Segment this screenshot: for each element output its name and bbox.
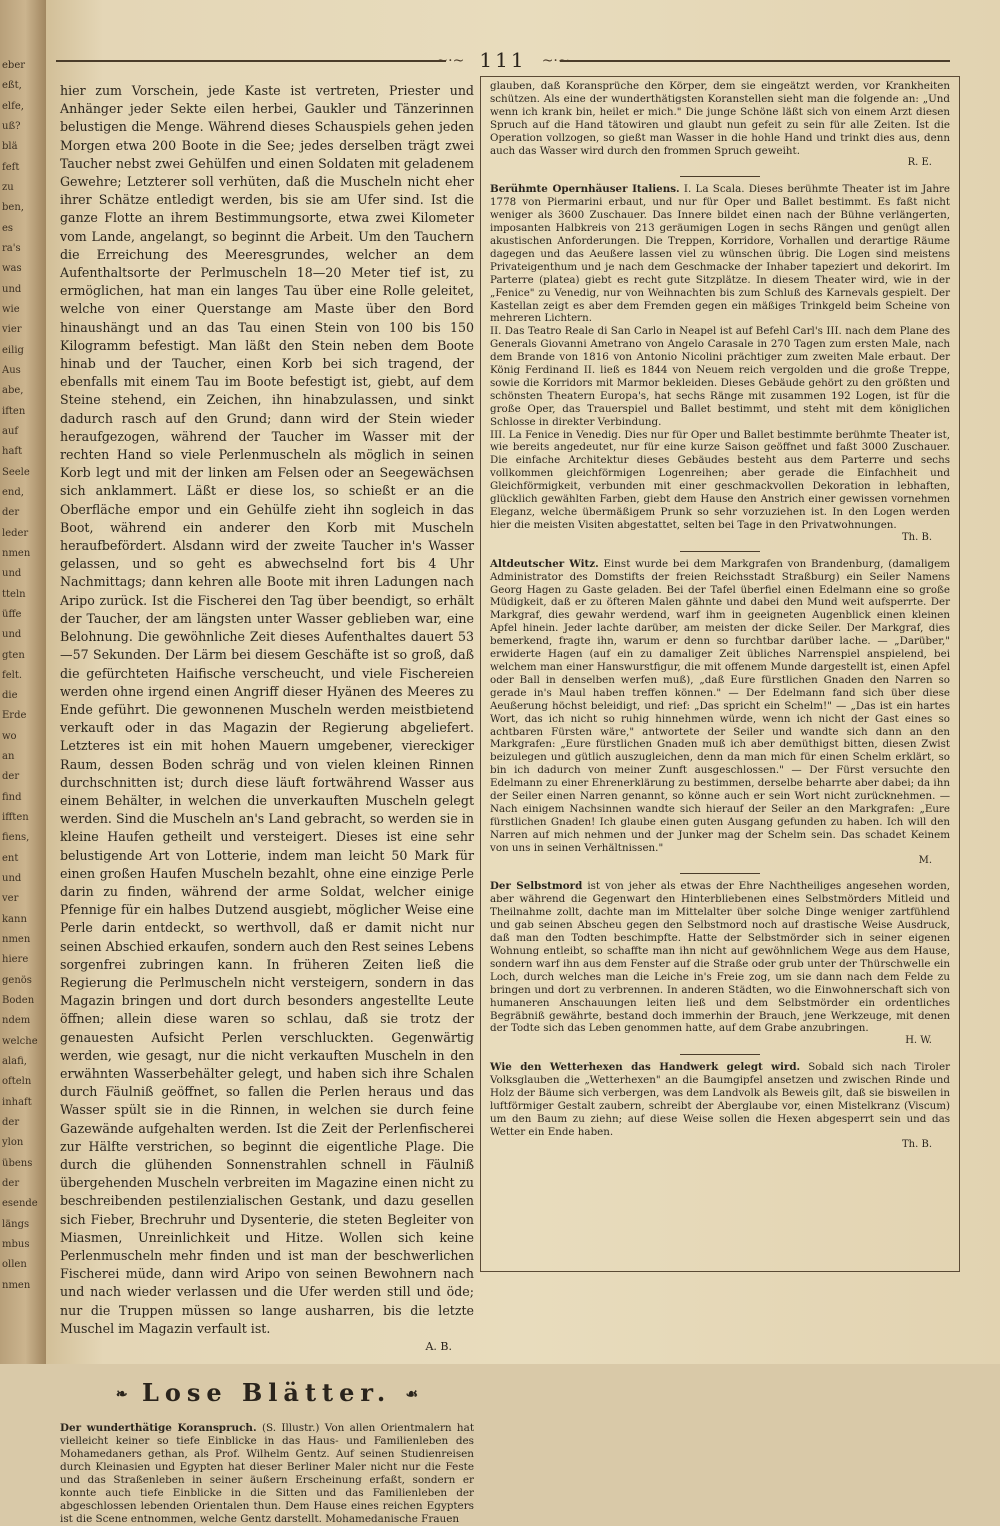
- adjacent-page-fragment: kann: [2, 913, 27, 925]
- witz-article: [490, 558, 950, 855]
- adjacent-page-fragment: blä: [2, 141, 18, 153]
- section-heading-text: Lose Blätter.: [141, 1378, 392, 1408]
- opera-article: [490, 183, 950, 325]
- adjacent-page-fragment: genös: [2, 974, 32, 986]
- article-body: ist von jeher als etwas der Ehre Nachtheiliges angesehen worden, aber während die Gegenwart den Hinterbliebenen eines Selbstmörders Mitleid und Theilnahme zollt, dachte man im Mittelalter über solche Dinge weniger zartfühlend und gab seinen Abscheu gegen den Selbstmord noch auf drastische Weise Ausdruck, daß man den Todten beschimpfte. Hatte der Selbstmörder sich in seiner eigenen Wohnung entleibt, so schaffte man ihn nicht auf gewöhnlichem Wege aus dem Hause, sondern warf ihn aus dem Fenster auf die Straße oder grub unter der Thürschwelle ein Loch, durch welches man die Leiche in's Freie zog, um sie dann nach dem Felde zu bringen und dort zu verbrennen. In anderen Städten, wo die Einwohnerschaft sich von humaneren Anschauungen leiten ließ und dem Selbstmörder ein ordentliches Begräbniß gewährte, bestand doch immerhin der Brauch, jene Werkzeuge, mit denen der Todte sich das Leben genommen hatte, auf dem Grabe anzubringen.: [490, 880, 950, 1035]
- opera-article-part: III. La Fenice in Venedig. Dies nur für Oper und Ballet bestimmte berühmte Theater ist, wie bereits angedeutet, nur für eine kurze Saison geöffnet und faßt 3000 Zuschauer. Die einfache Architektur dieses Gebäudes besteht aus dem Parterre und sechs vollkommen gleichförmigen Logenreihen; aber gerade die Einfachheit und Gleichförmigkeit, verbunden mit einer geschmackvollen Dekoration in lebhaften, glücklich gewählten Farben, giebt dem Hause den Anstrich einer gewissen vornehmen Eleganz, welche übermäßigem Prunk so sehr vorzuziehen ist. In den Logen werden hier die meisten Visiten abgestattet, selten bei Tage in den Privatwohnungen.: [490, 428, 950, 531]
- adjacent-page-fragment: vier: [2, 324, 22, 336]
- adjacent-page-fragment: ollen: [2, 1259, 27, 1271]
- adjacent-page-fragment: find: [2, 791, 22, 803]
- adjacent-page-fragment: ylon: [2, 1137, 24, 1149]
- koran-article-continued: glauben, daß Koransprüche den Körper, dem sie eingeätzt werden, vor Krankheiten schützen. Als eine der wunderthätigsten Koranstellen sieht man die folgende an: „Und wenn ich krank bin, heilet er mich." Die junge Schöne läßt sich von einem Arzt diesen Spruch auf die Hand tätowiren und glaubt nun gefeit zu sein für alle Zeiten. Ist die Operation vollzogen, so gießt man Wasser in die hohle Hand und trinkt dies aus, denn auch das Wasser wird durch den frommen Spruch geweiht.: [490, 80, 950, 157]
- adjacent-page-fragment: und: [2, 873, 22, 885]
- adjacent-page-fragment: ent: [2, 852, 19, 864]
- author-signature: Th. B.: [902, 1138, 932, 1150]
- adjacent-page-fragment: eber: [2, 60, 26, 71]
- author-signature: H. W.: [905, 1035, 932, 1047]
- koran-article: [60, 1422, 474, 1526]
- article-title: Berühmte Opernhäuser Italiens.: [490, 183, 680, 196]
- adjacent-page-fragment: und: [2, 568, 22, 580]
- adjacent-page-fragment: mbus: [2, 1239, 30, 1251]
- adjacent-page-fragment: wo: [2, 730, 17, 742]
- adjacent-page-fragment: und: [2, 629, 22, 641]
- ornament-icon: ~·~: [436, 53, 465, 69]
- adjacent-page-fragment: der: [2, 1117, 20, 1129]
- article-divider: [680, 176, 760, 177]
- adjacent-page-fragment: übens: [2, 1157, 33, 1169]
- adjacent-page-fragment: ra's: [2, 242, 21, 254]
- newspaper-page: [46, 0, 1000, 1525]
- adjacent-page-fragment: Aus: [2, 364, 21, 376]
- adjacent-page-fragment: wie: [2, 303, 20, 315]
- adjacent-page-fragment: nmen: [2, 934, 31, 946]
- adjacent-page-margin: [0, 0, 46, 1364]
- adjacent-page-fragment: nmen: [2, 1279, 31, 1291]
- header-rule-left: [56, 60, 446, 62]
- author-signature: Th. B.: [902, 531, 932, 543]
- adjacent-page-fragment: Seele: [2, 466, 30, 478]
- adjacent-page-fragment: auf: [2, 425, 19, 437]
- adjacent-page-fragment: uß?: [2, 120, 21, 132]
- adjacent-page-fragment: ben,: [2, 202, 24, 214]
- heading-ornament-icon: ☙: [405, 1386, 419, 1403]
- adjacent-page-fragment: der: [2, 1178, 20, 1190]
- adjacent-page-fragment: felt.: [2, 669, 23, 681]
- opera-article-part: II. Das Teatro Reale di San Carlo in Neapel ist auf Befehl Carl's III. nach dem Plane des Generals Giovanni Ametrano von Angelo Carasale in 270 Tagen zum ersten Male, nach dem Brande von 1816 von Antonio Nicolini prächtiger zum zweiten Male erbaut. Der König Ferdinand II. ließ es 1844 von Neuem reich vergolden und die große Treppe, sowie die Korridors mit Marmor bekleiden. Dieses Gebäude gehört zu den größten und schönsten Theatern Europa's, hat sechs Ränge mit zusammen 192 Logen, ist für die große Oper, das Trauerspiel und Ballet bestimmt, und steht mit dem königlichen Schlosse in direkter Verbindung.: [490, 325, 950, 428]
- ornament-icon: ~·~: [541, 53, 570, 69]
- article-body: I. La Scala. Dieses berühmte Theater ist im Jahre 1778 von Piermarini erbaut, und nur für Oper und Ballet bestimmt. Es faßt nicht weniger als 3600 Zuschauer. Das Innere bildet einen nach der Bühne verlängerten, imposanten Halbkreis von 213 geräumigen Logen in sechs Rängen und genügt allen akustischen Anforderungen. Die Treppen, Korridore, Vorhallen und derartige Räume dagegen und das Aeußere lassen viel zu wünschen übrig. Die Logen sind meistens Privateigenthum und je nach dem Geschmacke der Inhaber tapeziert und dekorirt. Im Parterre (platea) giebt es recht gute Sitzplätze. In diesem Theater wird, wie in der „Fenice" zu Venedig, nur von Weihnachten bis zum Schluß des Karnevals gespielt. Der Kastellan zeigt es aber dem Fremden gegen ein mäßiges Trinkgeld beim Scheine von mehreren Lichtern.: [490, 183, 950, 325]
- adjacent-page-fragment: der: [2, 507, 20, 519]
- adjacent-page-fragment: end,: [2, 486, 24, 498]
- section-heading: [60, 1378, 474, 1410]
- article-body: (S. Illustr.) Von allen Orientmalern hat vielleicht keiner so tiefe Einblicke in das Haus- und Familienleben des Mohamedaners gethan, als Prof. Wilhelm Gentz. Auf seinen Studienreisen durch Kleinasien und Egypten hat dieser Berliner Maler nicht nur die Feste und das Straßenleben in seiner äußern Erscheinung erfaßt, sondern er konnte auch tiefe Einblicke in die Sitten und das Familienleben der abgeschlossen lebenden Orientalen thun. Dem Hause eines reichen Egypters ist die Scene entnommen, welche Gentz darstellt. Mohamedanische Frauen: [60, 1421, 474, 1525]
- adjacent-page-fragment: feft: [2, 161, 20, 173]
- adjacent-page-fragment: üffe: [2, 608, 22, 620]
- adjacent-page-fragment: ver: [2, 893, 19, 905]
- adjacent-page-fragment: und: [2, 283, 22, 295]
- adjacent-page-fragment: der: [2, 771, 20, 783]
- adjacent-page-fragment: inhaft: [2, 1096, 32, 1108]
- adjacent-page-fragment: eßt,: [2, 80, 22, 92]
- article-body: Einst wurde bei dem Markgrafen von Brandenburg, (damaligem Administrator des Domstifts der freien Reichsstadt Straßburg) ein Seiler Namens Georg Hagen zu Gaste geladen. Bei der Tafel überfiel einen Edelmann eine so große Müdigkeit, daß er zu öfteren Malen gähnte und dabei den Mund weit aufsperrte. Der Markgraf, dies gewahr werdend, warf ihm in geeigneten Augenblick einen kleinen Apfel hinein. Jeder lachte darüber, am meisten der dicke Seiler. Der Markgraf, dies bemerkend, fragte ihn, warum er denn so furchtbar darüber lache. — „Darüber," erwiderte Hagen (auf ein zu damaliger Zeit übliches Narrenspiel anspielend, bei welchem man einer Hanswurstfigur, die mit offenem Munde dargestellt ist, einen Apfel oder Ball in denselben werfen muß), „daß Eure fürstlichen Gnaden den Narren so gerade in's Maul haben treffen können." — Der Edelmann fand sich über diese Aeußerung höchst beleidigt, und rief: „Das spricht ein Schelm!" — „Das ist ein hartes Wort, das ich nicht so ruhig hinnehmen würde, wenn ich nicht der Gast eines so achtbaren Fürsten wäre," antwortete der Seiler und wandte sich dann an den Markgrafen: „Eure fürstlichen Gnaden muß ich aber demüthigst bitten, diesen Zwist beizulegen und gütlich auszugleichen, denn da man mich für einen Schelm erklärt, so bin ich dadurch von meiner Zunft ausgeschlossen." — Der Fürst versuchte den Edelmann zu einer Ehrenerklärung zu bestimmen, derselbe beharrte aber dabei; da ihn der Seiler einen Narren genannt, so könne auch er sein Wort nicht zurücknehmen. — Nach einigem Nachsinnen wandte sich hierauf der Seiler an den Markgrafen: „Eure fürstlichen Gnaden! Ich glaube einen guten Ausgang gefunden zu haben. Ich will den Narren auf mich nehmen und der Junker mag der Schelm sein. Das schadet Keinem von uns in seinen Verhältnissen.": [490, 557, 950, 854]
- adjacent-page-fragment: ofteln: [2, 1076, 32, 1088]
- header-rule-right: [560, 60, 950, 62]
- adjacent-page-fragment: längs: [2, 1218, 30, 1230]
- adjacent-page-fragment: welche: [2, 1035, 38, 1047]
- heading-ornament-icon: ❧: [115, 1386, 128, 1403]
- page-number: 111: [479, 48, 527, 72]
- adjacent-page-fragment: was: [2, 263, 22, 275]
- adjacent-page-fragment: elfe,: [2, 100, 24, 112]
- article-divider: [680, 551, 760, 552]
- article-divider: [680, 873, 760, 874]
- adjacent-page-fragment: Erde: [2, 710, 27, 722]
- author-signature: A. B.: [425, 1340, 452, 1354]
- adjacent-page-fragment: eilig: [2, 344, 24, 356]
- adjacent-page-fragment: tteln: [2, 588, 26, 600]
- selbstmord-article: [490, 880, 950, 1035]
- author-signature: R. E.: [907, 157, 932, 169]
- adjacent-page-fragment: ifften: [2, 812, 29, 824]
- adjacent-page-fragment: nmen: [2, 547, 31, 559]
- article-title: Der Selbstmord: [490, 880, 583, 893]
- adjacent-page-fragment: fiens,: [2, 832, 30, 844]
- adjacent-page-fragment: gten: [2, 649, 25, 661]
- adjacent-page-fragment: ndem: [2, 1015, 31, 1027]
- adjacent-page-fragment: esende: [2, 1198, 38, 1210]
- adjacent-page-fragment: iften: [2, 405, 26, 417]
- adjacent-page-fragment: die: [2, 690, 18, 702]
- adjacent-page-fragment: abe,: [2, 385, 24, 397]
- article-divider: [680, 1054, 760, 1055]
- adjacent-page-fragment: Boden: [2, 995, 35, 1007]
- adjacent-page-fragment: hiere: [2, 954, 29, 966]
- adjacent-page-fragment: haft: [2, 446, 23, 458]
- right-column: [490, 80, 950, 1268]
- adjacent-page-fragment: es: [2, 222, 14, 234]
- adjacent-page-fragment: leder: [2, 527, 29, 539]
- author-signature: M.: [918, 854, 932, 866]
- adjacent-page-fragment: alafi,: [2, 1056, 27, 1068]
- article-title: Altdeutscher Witz.: [490, 557, 599, 570]
- page-header: [56, 46, 950, 76]
- article-title: Wie den Wetterhexen das Handwerk gelegt wird.: [490, 1061, 801, 1074]
- article-body: Sobald sich nach Tiroler Volksglauben die „Wetterhexen" an die Baumgipfel ansetzen und zwischen Rinde und Holz der Bäume sich verbergen, was dem Landvolk als Beweis gilt, daß sie bisweilen in luftförmiger Gestalt zaubern, schreibt der Aberglaube vor, einen Mistelkranz (Viscum) um den Baum zu ziehn; auf diese Weise sollen die Hexen abgesperrt sein und das Wetter ein Ende haben.: [490, 1061, 950, 1138]
- wetterhexen-article: [490, 1061, 950, 1138]
- left-column: [60, 82, 474, 1525]
- adjacent-page-fragment: zu: [2, 181, 14, 193]
- adjacent-page-fragment: an: [2, 751, 15, 763]
- article-title: Der wunderthätige Koranspruch.: [60, 1421, 257, 1434]
- pearl-fishing-paragraph: hier zum Vorschein, jede Kaste ist vertreten, Priester und Anhänger jeder Sekte eilen herbei, Gaukler und Tänzerinnen belustigen die Menge. Während dieses Schauspiels gehen jeden Morgen etwa 200 Boote in die See; jedes derselben trägt zwei Taucher nebst zwei Gehülfen und einen Soldaten mit geladenem Gewehre; Letzterer soll verhüten, daß die Muscheln nicht eher ihrer Schätze entledigt werden, bis sie am Ufer sind. Ist die ganze Flotte an ihrem Bestimmungsorte, etwa zwei Kilometer vom Lande, angelangt, so beginnt die Arbeit. Um den Tauchern die Erreichung des Meeresgrundes, welcher an dem Aufenthaltsorte der Perlmuscheln 18—20 Meter tief ist, zu ermöglichen, hat man ein langes Tau über eine Rolle geleitet, welche von einer Querstange am Maste über den Bord hinaushängt und an das Tau einen Stein von 100 bis 150 Kilogramm befestigt. Man läßt den Stein neben dem Boote hinab und der Taucher, einen Korb bei sich tragend, der ebenfalls mit einem Tau im Boote befestigt ist, giebt, auf dem Steine stehend, ein Zeichen, ihn hinabzulassen, und sinkt dadurch rasch auf den Grund; dann wird der Stein wieder heraufgezogen, während der Taucher im Wasser mit der rechten Hand so viele Perlenmuscheln als möglich in seinen Korb legt und mit der linken am Felsen oder an Seegewächsen sich anklammert. Läßt er diese los, so schießt er an die Oberfläche empor und ein Gehülfe zieht ihn sogleich in das Boot, während ein anderer den Korb mit Muscheln heraufbefördert. Alsdann wird der zweite Taucher in's Wasser gelassen, und so geht es abwechselnd fort bis 4 Uhr Nachmittags; dann kehren alle Boote mit ihren Ladungen nach Aripo zurück. Ist die Fischerei den Tag über beendigt, so erhält der Taucher, der am längsten unter Wasser geblieben war, eine Belohnung. Die gewöhnliche Zeit dieses Aufenthaltes dauert 53—57 Sekunden. Der Lärm bei diesem Geschäfte ist so groß, daß die gefürchteten Haifische verscheucht, und viele Fischereien werden ohne irgend einen Angriff dieser Hyänen des Meeres zu Ende geführt. Die gewonnenen Muscheln werden meistbietend verkauft oder in das Magazin der Regierung abgeliefert. Letzteres ist ein mit hohen Mauern umgebener, viereckiger Raum, dessen Boden schräg und von vielen kleinen Rinnen durchschnitten ist; durch diese läuft fortwährend Wasser aus einem Behälter, in welchen die unverkauften Muscheln gelegt werden. Sind die Muscheln an's Land gebracht, so werden sie in kleine Haufen getheilt und versteigert. Dieses ist eine sehr belustigende Art von Lotterie, indem man leicht 50 Mark für einen großen Haufen Muscheln bezahlt, ohne eine einzige Perle darin zu finden, während der arme Soldat, welcher einige Pfennige für ein halbes Dutzend ausgiebt, möglicher Weise eine Perle darin entdeckt, so werthvoll, daß er damit nicht nur seinen Abschied erkaufen, sondern auch den Rest seines Lebens sorgenfrei zubringen kann. In früheren Zeiten ließ die Regierung die Perlmuscheln nicht versteigern, sondern in das Magazin bringen und dort durch besonders angestellte Leute öffnen; allein diese waren so schlau, daß sie trotz der genauesten Aufsicht Perlen verschluckten. Gegenwärtig werden, wie gesagt, nur die nicht verkauften Muscheln in den erwähnten Wasserbehälter gelegt, und haben sich ihre Schalen durch Fäulniß geöffnet, so fallen die Perlen heraus und das Wasser spült sie in die Rinnen, in welchen sie durch feine Gazewände aufgehalten werden. Ist die Zeit der Perlenfischerei zur Hälfte verstrichen, so beginnt die eigentliche Plage. Die durch die glühenden Sonnenstrahlen schnell in Fäulniß übergehenden Muscheln verbreiten im Magazine einen nicht zu beschreibenden pestilenzialischen Gestank, und dazu gesellen sich Fieber, Brechruhr und Dysenterie, die steten Begleiter von Miasmen, Unreinlichkeit und Hitze. Wollen sich keine Perlenmuscheln mehr finden und ist man der beschwerlichen Fischerei müde, dann wird Aripo von seinen Bewohnern nach und nach wieder verlassen und die Ufer werden still und öde; nur die Truppen müssen so lange ausharren, bis die letzte Muschel im Magazin verfault ist.: [60, 83, 474, 1336]
